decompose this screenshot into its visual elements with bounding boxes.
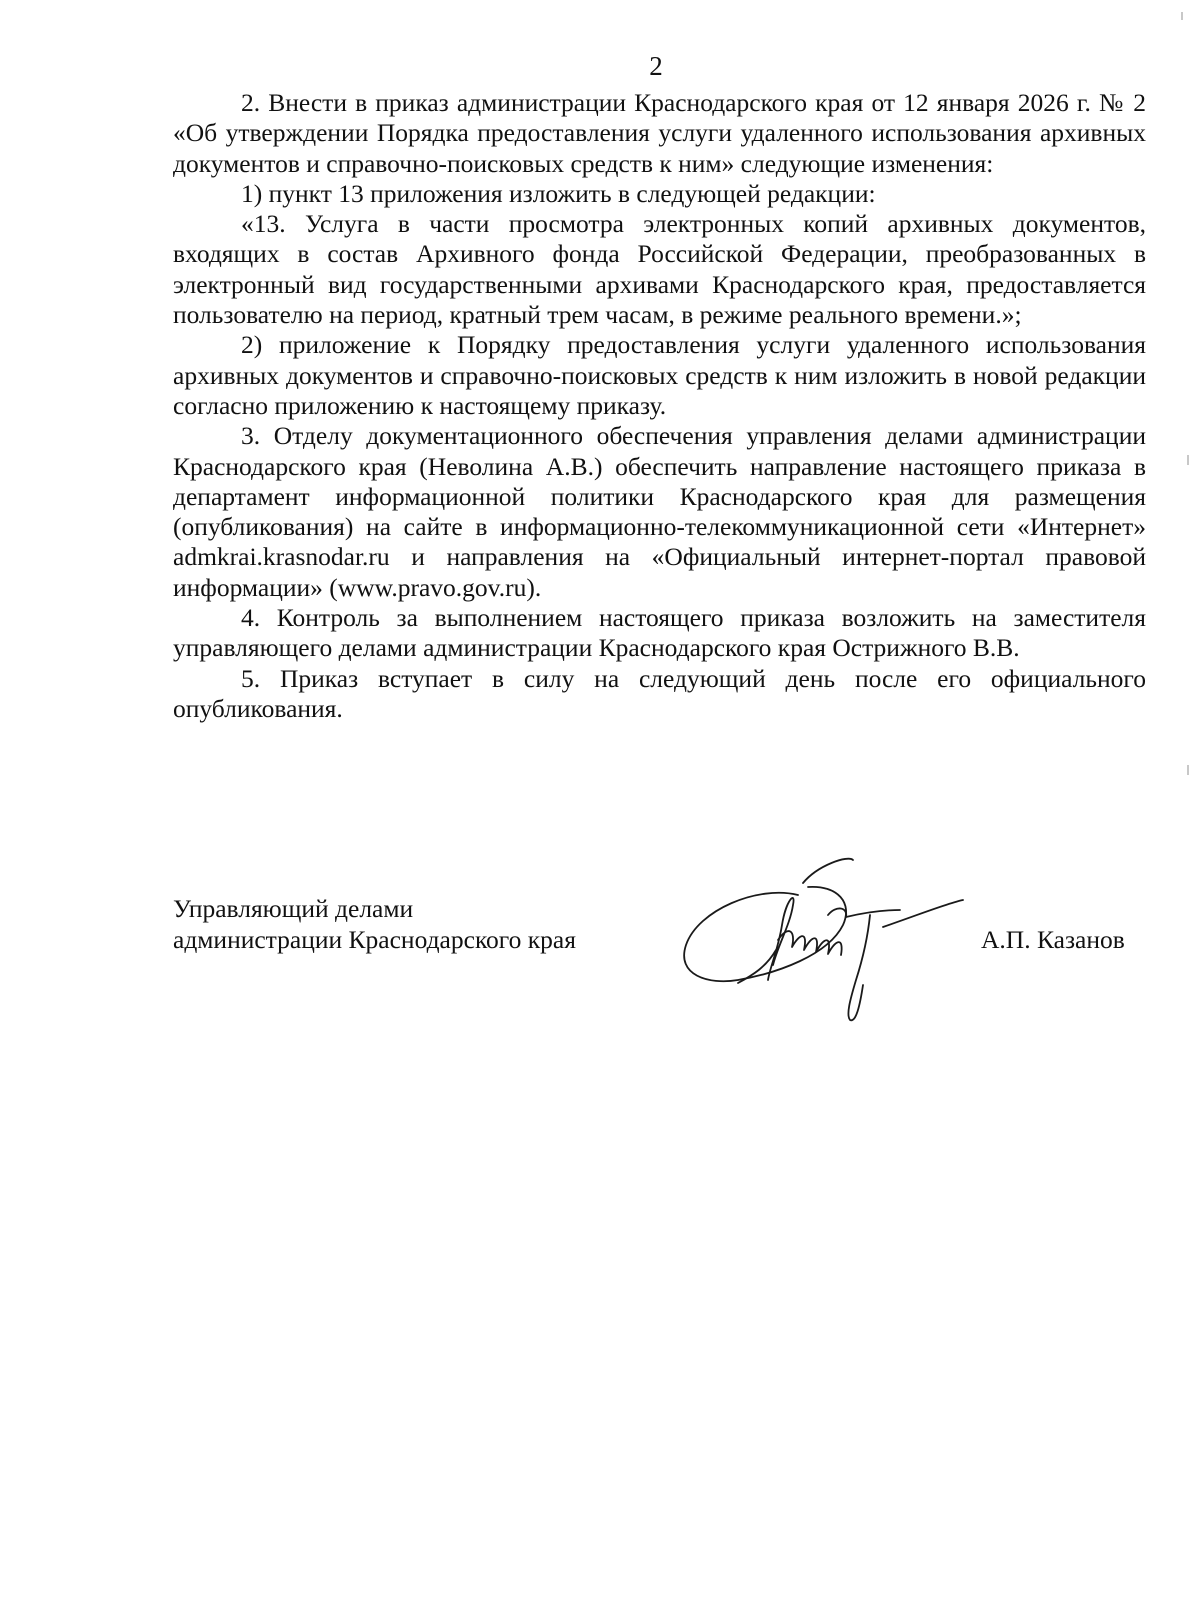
paragraph-item-5: 5. Приказ вступает в силу на следующий день после его официального опубликования. xyxy=(173,663,1146,723)
signatory-name: А.П. Казанов xyxy=(981,925,1125,954)
document-body xyxy=(173,88,1146,724)
signatory-title-line-1: Управляющий делами xyxy=(173,894,414,923)
signatory-title-line-2: администрации Краснодарского края xyxy=(173,924,576,954)
paragraph-item-4: 4. Контроль за выполнением настоящего приказа возложить на заместителя управляющего делами администрации Краснодарского края Острижного В.В. xyxy=(173,603,1146,663)
paragraph-item-3: 3. Отделу документационного обеспечения управления делами администрации Краснодарского края (Неволина А.В.) обеспечить направление настоящего приказа в департамент информационной политики Краснодарского края для размещения (опубликования) на сайте в информационно-телекоммуникационной сети «Интернет» admkrai.krasnodar.ru и направления на «Официальный интернет-портал правовой информации» (www.pravo.gov.ru). xyxy=(173,421,1146,602)
paragraph-subitem-1: 1) пункт 13 приложения изложить в следующей редакции: xyxy=(241,178,876,208)
paragraph-subitem-2: 2) приложение к Порядку предоставления услуги удаленного использования архивных документов и справочно-поисковых средств к ним изложить в новой редакции согласно приложению к настоящему приказу. xyxy=(173,330,1146,420)
signatory-title xyxy=(173,894,576,955)
scan-artifact xyxy=(1187,455,1189,465)
paragraph-item-2: 2. Внести в приказ администрации Краснодарского края от 12 января 2026 г. № 2 «Об утверждении Порядка предоставления услуги удаленного использования архивных документов и справочно-поисковых средств к ним» следующие изменения: xyxy=(173,88,1146,178)
handwritten-signature xyxy=(678,855,998,1035)
paragraph-quoted-item-13: «13. Услуга в части просмотра электронных копий архивных документов, входящих в состав Архивного фонда Российской Федерации, преобразованных в электронный вид государственными архивами Краснодарского края, предоставляется пользователю на период, кратный трем часам, в режиме реального времени.»; xyxy=(173,209,1146,330)
scan-artifact xyxy=(1187,765,1189,775)
scan-artifact xyxy=(1181,12,1183,20)
page-number: 2 xyxy=(649,51,663,81)
